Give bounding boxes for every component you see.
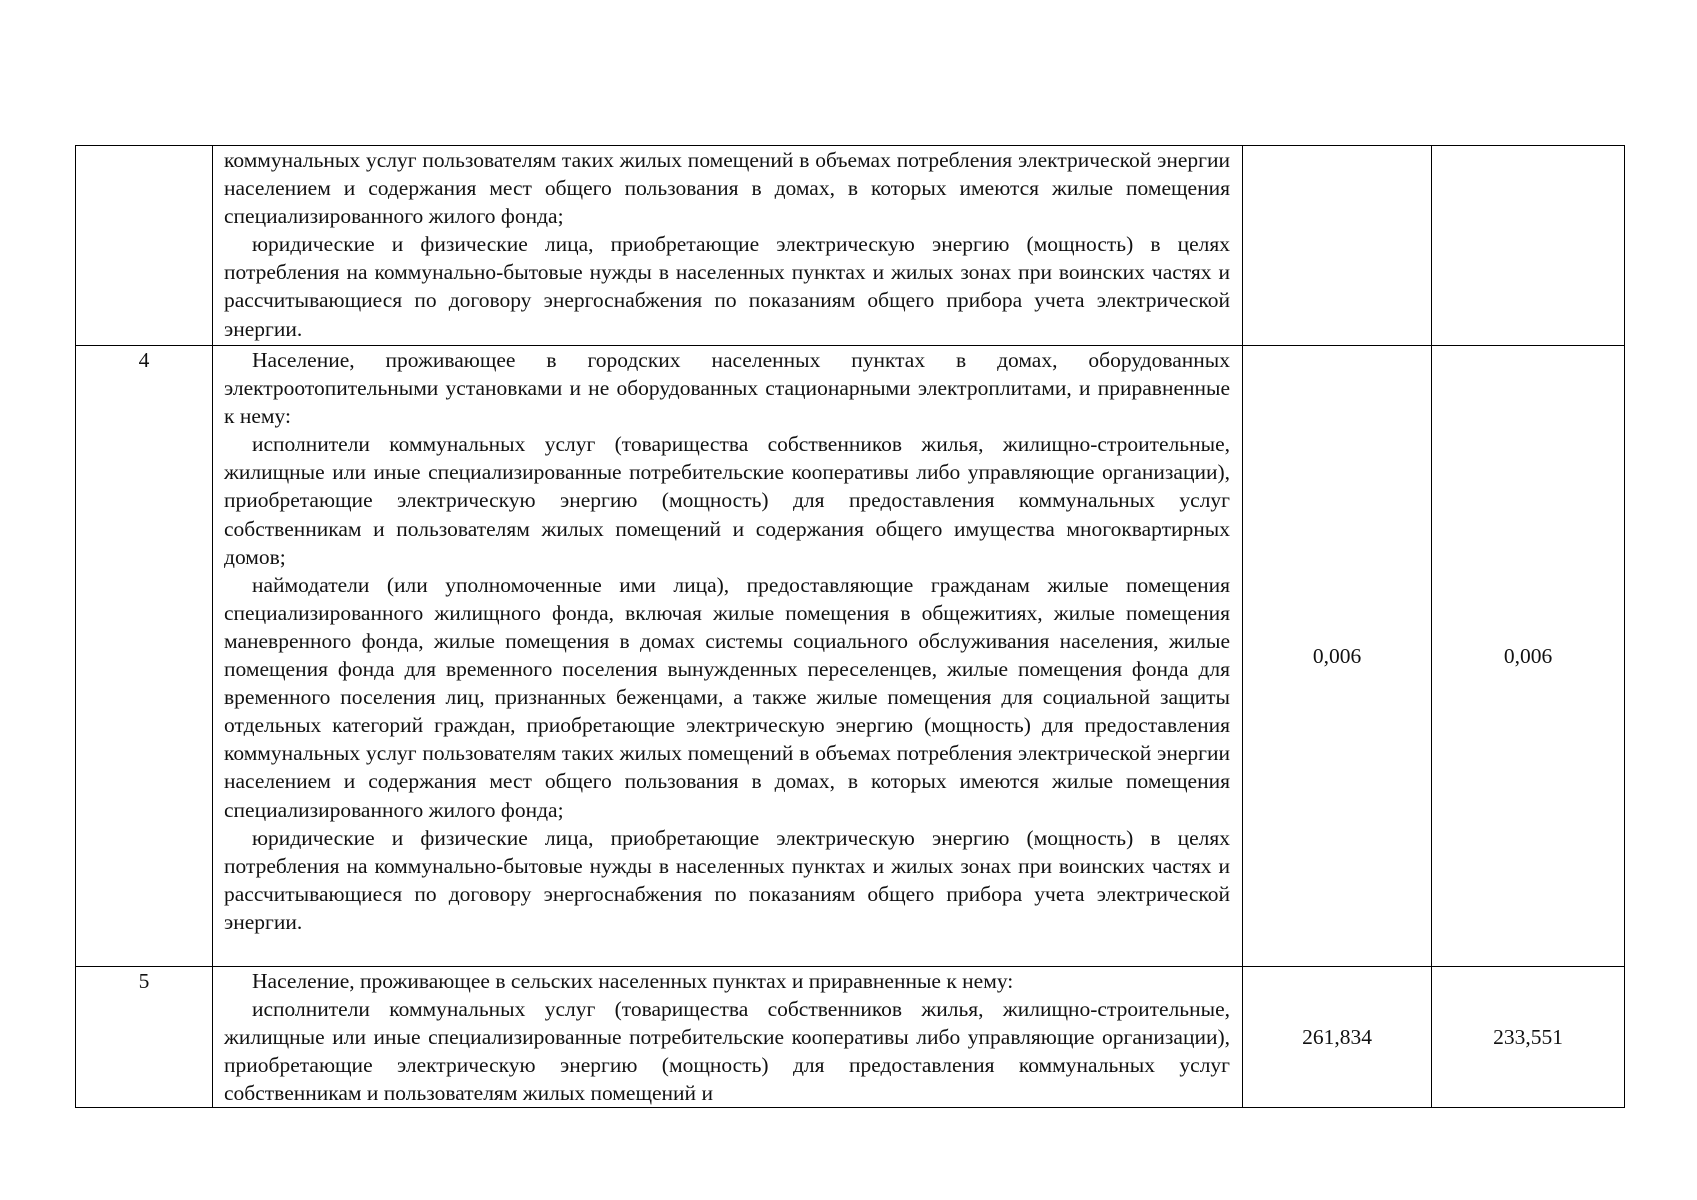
row-value-1: 0,006 (1243, 346, 1432, 967)
row-description (213, 146, 1243, 346)
row-description (213, 346, 1243, 967)
row-value-1: 261,834 (1243, 967, 1432, 1108)
description-paragraph: Население, проживающее в сельских населенных пунктах и приравненные к нему: (252, 969, 1014, 993)
description-paragraph: исполнители коммунальных услуг (товарищества собственников жилья, жилищно-строительные, жилищные или иные специализированные потребительские кооперативы либо управляющие организации), приобретающие электрическую энергию (мощность) для предоставления коммунальных услуг собственникам и пользователям жилых помещений и содержания общего имущества многоквартирных домов; (224, 432, 1230, 569)
description-paragraph: исполнители коммунальных услуг (товарищества собственников жилья, жилищно-строительные, жилищные или иные специализированные потребительские кооперативы либо управляющие организации), приобретающие электрическую энергию (мощность) для предоставления коммунальных услуг собственникам и пользователям жилых помещений и (224, 997, 1230, 1106)
table-row (76, 346, 1625, 967)
tariff-table (75, 145, 1625, 1108)
row-value-1 (1243, 146, 1432, 346)
description-paragraph: наймодатели (или уполномоченные ими лица), предоставляющие гражданам жилые помещения специализированного жилищного фонда, включая жилые помещения в общежитиях, жилые помещения маневренного фонда, жилые помещения в домах системы социального обслуживания населения, жилые помещения фонда для временного поселения вынужденных переселенцев, жилые помещения фонда для временного поселения лиц, признанных беженцами, а также жилые помещения для социальной защиты отдельных категорий граждан, приобретающие электрическую энергию (мощность) для предоставления коммунальных услуг пользователям таких жилых помещений в объемах потребления электрической энергии населением и содержания мест общего пользования в домах, в которых имеются жилые помещения специализированного жилого фонда; (224, 572, 1230, 822)
table-row (76, 146, 1625, 346)
row-value-2: 233,551 (1432, 967, 1625, 1108)
description-paragraph: коммунальных услуг пользователям таких жилых помещений в объемах потребления электрической энергии населением и содержания мест общего пользования в домах, в которых имеются жилые помещения специализированного жилого фонда; (224, 148, 1230, 229)
row-number: 5 (76, 967, 213, 1108)
description-paragraph: Население, проживающее в городских населенных пунктах в домах, оборудованных электроотопительными установками и не оборудованных стационарными электроплитами, и приравненные к нему: (224, 348, 1230, 429)
row-value-2 (1432, 146, 1625, 346)
row-description (213, 967, 1243, 1108)
row-number (76, 146, 213, 346)
description-paragraph: юридические и физические лица, приобретающие электрическую энергию (мощность) в целях потребления на коммунально-бытовые нужды в населенных пунктах и жилых зонах при воинских частях и рассчитывающиеся по договору энергоснабжения по показаниям общего прибора учета электрической энергии. (224, 825, 1230, 934)
table-row (76, 967, 1625, 1108)
row-value-2: 0,006 (1432, 346, 1625, 967)
row-number: 4 (76, 346, 213, 967)
description-paragraph: юридические и физические лица, приобретающие электрическую энергию (мощность) в целях потребления на коммунально-бытовые нужды в населенных пунктах и жилых зонах при воинских частях и рассчитывающиеся по договору энергоснабжения по показаниям общего прибора учета электрической энергии. (224, 232, 1230, 341)
